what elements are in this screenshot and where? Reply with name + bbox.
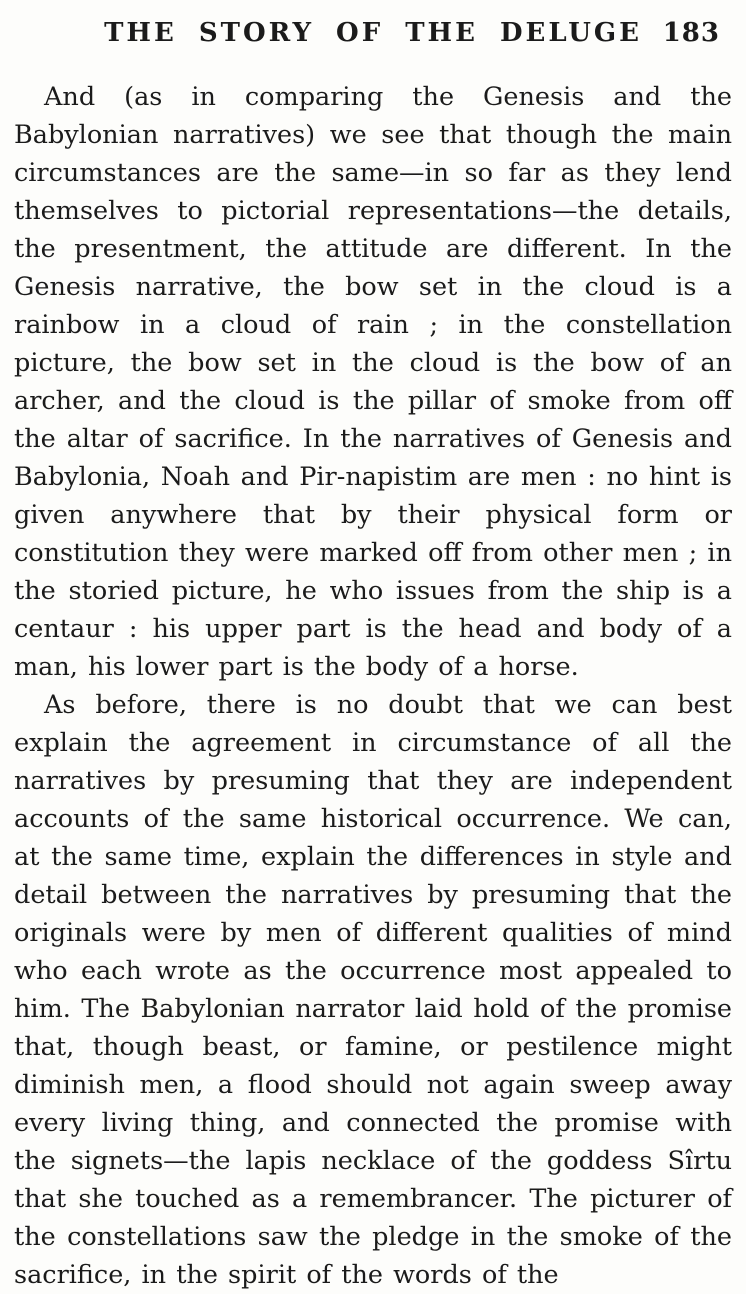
page-number: 183 — [662, 18, 720, 48]
page-title: THE STORY OF THE DELUGE — [104, 18, 642, 48]
paragraph: And (as in comparing the Genesis and the Babylonian narratives) we see that though the main circumstances are the same—in so far as they lend themselves to pictorial representations—the details, the presentment, the attitude are different. In the Genesis narrative, the bow set in the cloud is a rainbow in a cloud of rain ; in the constellation picture, the bow set in the cloud is the bow of an archer, and the cloud is the pillar of smoke from off the altar of sacrifice. In the narratives of Genesis and Babylonia, Noah and Pir-napistim are men : no hint is given anywhere that by their physical form or constitution they were marked off from other men ; in the storied picture, he who issues from the ship is a centaur : his upper part is the head and body of a man, his lower part is the body of a horse. — [14, 82, 732, 682]
body-text — [14, 78, 732, 1294]
running-head — [14, 18, 732, 60]
paragraph: As before, there is no doubt that we can best explain the agreement in circumstance of all the narratives by presuming that they are independent accounts of the same historical occurrence. We can, at the same time, explain the differences in style and detail between the narratives by presuming that the originals were by men of different qualities of mind who each wrote as the occurrence most appealed to him. The Babylonian narrator laid hold of the promise that, though beast, or famine, or pestilence might diminish men, a flood should not again sweep away every living thing, and connected the promise with the signets—the lapis necklace of the goddess Sîrtu that she touched as a remembrancer. The picturer of the constellations saw the pledge in the smoke of the sacrifice, in the spirit of the words of the — [14, 690, 732, 1290]
